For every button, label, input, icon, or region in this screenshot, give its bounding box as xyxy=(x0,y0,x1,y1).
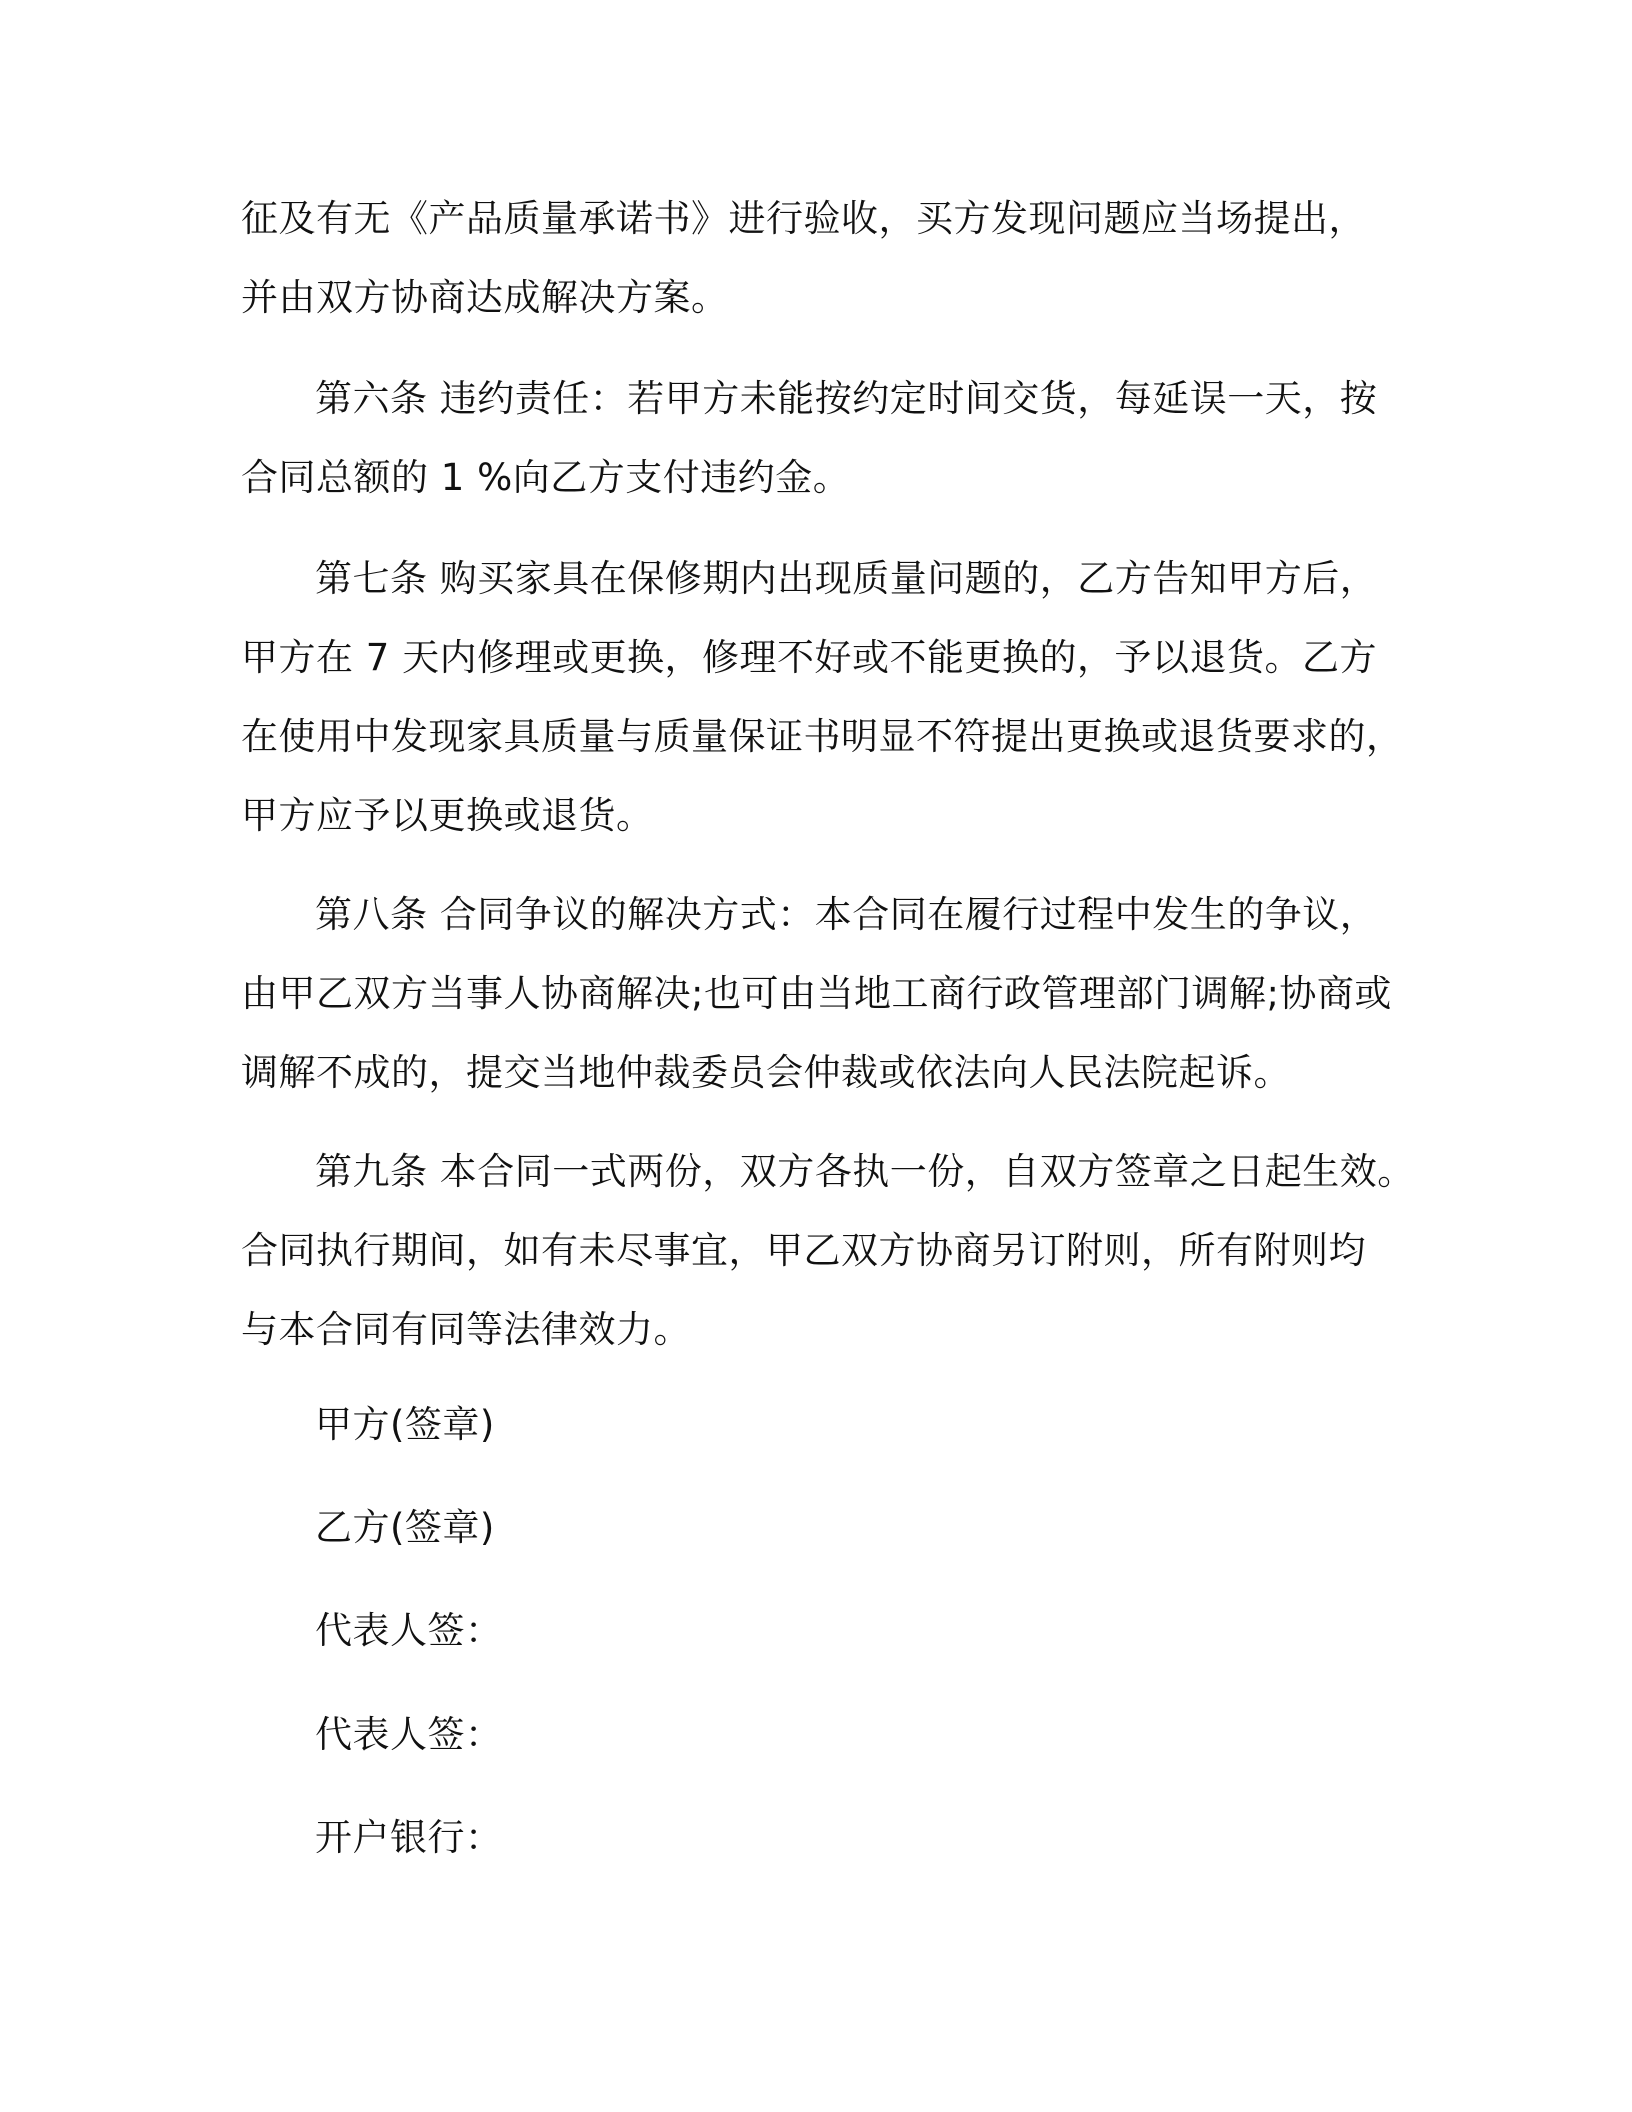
text-line: 在使用中发现家具质量与质量保证书明显不符提出更换或退货要求的， xyxy=(241,715,1404,758)
representative-signature-label-b: 代表人签： xyxy=(315,1713,503,1756)
article-8-dispute-resolution xyxy=(241,875,1391,1112)
text-line: 由甲乙双方当事人协商解决;也可由当地工商行政管理部门调解;协商或 xyxy=(241,972,1392,1015)
representative-signature-label-a: 代表人签： xyxy=(315,1609,503,1652)
text-line: 调解不成的，提交当地仲裁委员会仲裁或依法向人民法院起诉。 xyxy=(241,1051,1291,1094)
party-b-signature-label: 乙方(签章) xyxy=(315,1506,495,1549)
text-line: 合同总额的 1 %向乙方支付违约金。 xyxy=(241,456,851,499)
article-7-warranty xyxy=(241,539,1404,855)
bank-account-label: 开户银行： xyxy=(315,1816,503,1859)
text-line: 征及有无《产品质量承诺书》进行验收，买方发现问题应当场提出， xyxy=(241,197,1366,240)
text-line: 甲方在 7 天内修理或更换，修理不好或不能更换的，予以退货。乙方 xyxy=(241,636,1378,679)
text-line: 合同执行期间，如有未尽事宜，甲乙双方协商另订附则，所有附则均 xyxy=(241,1229,1366,1272)
text-line: 并由双方协商达成解决方案。 xyxy=(241,276,729,319)
article-9-effectiveness xyxy=(241,1132,1415,1369)
paragraph-continuation xyxy=(241,179,1391,337)
text-line: 与本合同有同等法律效力。 xyxy=(241,1308,691,1351)
party-a-signature-label: 甲方(签章) xyxy=(315,1403,495,1446)
text-line: 甲方应予以更换或退货。 xyxy=(241,794,654,837)
article-6-breach-liability xyxy=(241,359,1391,517)
text-line: 第七条 购买家具在保修期内出现质量问题的，乙方告知甲方后， xyxy=(315,557,1378,600)
text-line: 第九条 本合同一式两份，双方各执一份，自双方签章之日起生效。 xyxy=(315,1150,1415,1193)
text-line: 第六条 违约责任：若甲方未能按约定时间交货，每延误一天，按 xyxy=(315,377,1378,420)
text-line: 第八条 合同争议的解决方式：本合同在履行过程中发生的争议， xyxy=(315,893,1378,936)
